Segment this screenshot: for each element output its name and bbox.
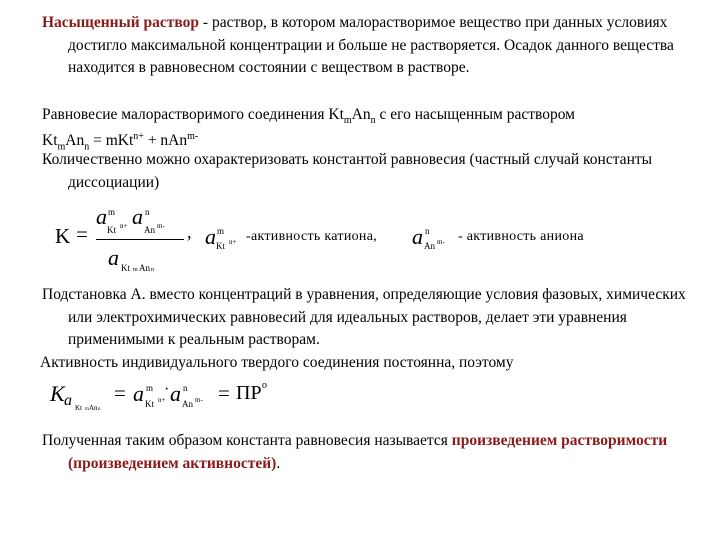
equilibrium-text-a: Равновесие малорастворимого соединения Kt	[42, 106, 344, 123]
num-an-charge: m-	[157, 222, 165, 230]
eq-mkt: = mKt	[89, 132, 134, 150]
term-solubility-product: произведением растворимости (произведением активностей)	[68, 432, 668, 472]
f2-an: An	[182, 399, 193, 409]
equilibrium-text-c: с его насыщенным раствором	[375, 106, 575, 123]
f2-sub-kt: Kt	[75, 404, 82, 412]
num-n: n	[145, 207, 150, 217]
def-m: m	[217, 226, 225, 236]
formula-comma: ,	[187, 222, 192, 242]
f2-k: K	[50, 381, 65, 406]
conclusion-paragraph	[42, 430, 702, 475]
equilibrium-sub-m: m	[343, 115, 352, 127]
definition-paragraph	[42, 12, 702, 80]
cation-activity-label: -активность катиона,	[246, 229, 378, 244]
f2-n: n	[183, 383, 188, 393]
f2-dot: ·	[164, 381, 170, 398]
formula-equals: =	[76, 222, 88, 246]
f2-a-anion: a	[170, 381, 181, 406]
solid-activity-paragraph: Активность индивидуального твердого соединения постоянна, поэтому	[40, 354, 514, 371]
f2-equals-2: =	[218, 381, 230, 405]
definition-text: - раствор, в котором малорастворимое вещество при данных условиях достигло максимальной концентрации и больше не растворяется. Осадок данного вещества находится в равновесном состоянии с веществом в растворе.	[68, 14, 674, 76]
num-kt: Kt	[107, 225, 116, 235]
anion-activity-label: - активность аниона	[458, 229, 584, 244]
def-an-charge: m-	[437, 238, 445, 246]
den-an: An	[139, 263, 150, 273]
eq-kt: Kt	[42, 132, 58, 150]
eq-an: An	[65, 132, 85, 150]
constant-paragraph: Количественно можно охарактеризовать константой равновесия (частный случай константы диссоциации)	[42, 151, 653, 191]
f2-sub-an: An	[89, 404, 98, 412]
num-an: An	[144, 225, 155, 235]
conclusion-text: Полученная таким образом константа равновесия называется	[42, 432, 452, 449]
def-kt-charge: n+	[229, 238, 237, 246]
num-m: m	[108, 207, 116, 217]
num-kt-charge: n+	[120, 222, 128, 230]
f2-kt-charge: n+	[158, 396, 166, 404]
term-saturated-solution: Насыщенный раствор	[42, 14, 200, 31]
f2-an-charge: m-	[195, 396, 203, 404]
f2-sub-m: m	[85, 407, 89, 412]
conclusion-period: .	[276, 454, 281, 472]
num-a-anion: a	[132, 204, 143, 229]
eq-sub-m: m	[57, 141, 66, 153]
den-kt-m: m	[133, 267, 138, 273]
f2-degree: o	[262, 380, 267, 391]
den-an-n: n	[151, 267, 154, 273]
f2-pr: ПР	[236, 382, 262, 404]
fraction-line	[96, 239, 184, 240]
def-n: n	[425, 226, 430, 236]
f2-equals: =	[114, 381, 126, 405]
substitution-paragraph: Подстановка A. вместо концентраций в уравнения, определяющие условия фазовых, химических или электрохимических равновесий для идеальных растворов, делает эти уравнения применимыми к реальным растворам.	[42, 286, 686, 348]
def-an: An	[424, 241, 435, 251]
def-a-anion: a	[412, 224, 423, 249]
equilibrium-sub-n: n	[370, 115, 376, 127]
def-kt: Kt	[216, 241, 225, 251]
eq-sup-cation: n+	[133, 131, 144, 142]
def-a-cation: a	[205, 224, 216, 249]
f2-kt: Kt	[145, 399, 154, 409]
eq-nan: + nAn	[143, 132, 188, 150]
equilibrium-text-b: An	[351, 106, 371, 123]
f2-a-cation: a	[133, 381, 144, 406]
den-kt: Kt	[121, 263, 130, 273]
f2-sub-n: n	[98, 407, 101, 412]
formula-k: K	[55, 224, 71, 248]
eq-sub-n: n	[84, 141, 90, 153]
f2-m: m	[146, 383, 154, 393]
eq-sup-anion: m-	[187, 131, 199, 142]
num-a-cation: a	[96, 204, 107, 229]
den-a: a	[108, 245, 119, 270]
f2-a-sub: a	[64, 392, 72, 409]
